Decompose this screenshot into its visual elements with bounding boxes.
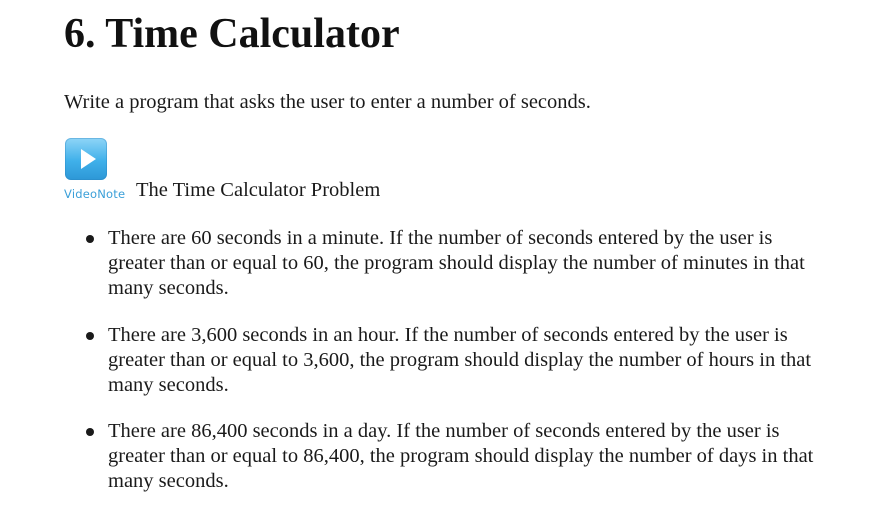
list-item-text: There are 3,600 seconds in an hour. If the number of seconds entered by the user is greater than or equal to 3,600, the program should display the number of hours in that many seconds.	[108, 323, 812, 396]
videonote-link[interactable]	[64, 138, 136, 204]
page-title: 6. Time Calculator	[64, 11, 400, 57]
bullet-icon	[86, 235, 94, 243]
videonote-title[interactable]: The Time Calculator Problem	[136, 179, 381, 201]
list-item	[64, 226, 828, 301]
bullet-icon	[86, 428, 94, 436]
list-item-text: There are 60 seconds in a minute. If the number of seconds entered by the user is greater than or equal to 60, the program should display the number of minutes in that many seconds.	[108, 227, 805, 299]
bullet-icon	[86, 332, 94, 340]
list-item	[64, 419, 828, 494]
list-item	[64, 323, 828, 398]
list-item-text: There are 86,400 seconds in a day. If the number of seconds entered by the user is greater than or equal to 86,400, the program should display the number of days in that many seconds.	[108, 420, 814, 492]
play-icon[interactable]	[65, 138, 107, 180]
intro-text: Write a program that asks the user to enter a number of seconds.	[64, 91, 591, 113]
requirements-list	[64, 226, 854, 516]
videonote-label: VideoNote	[64, 187, 126, 201]
